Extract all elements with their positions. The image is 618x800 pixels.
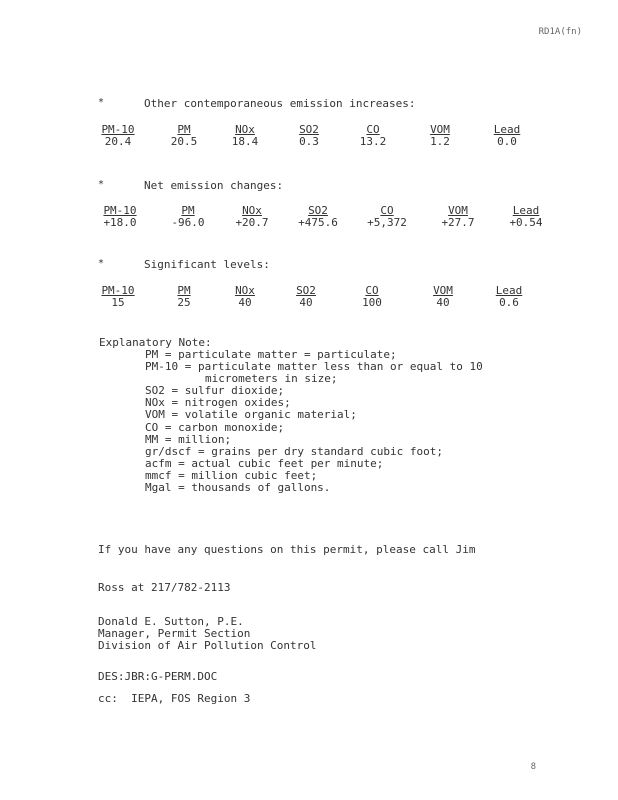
col-vom [392, 285, 494, 309]
col-pm [138, 124, 230, 148]
column-header: NOx [235, 123, 255, 136]
signer-division: Division of Air Pollution Control [98, 639, 317, 653]
cell-value: 1.2 [430, 135, 450, 148]
col-so2 [260, 124, 358, 148]
cell-value: 40 [238, 296, 252, 309]
column-header: CO [380, 204, 394, 217]
col-lead [508, 205, 544, 229]
note-line: NOx = nitrogen oxides; [145, 396, 291, 410]
column-header: VOM [430, 123, 450, 136]
col-pm10 [98, 124, 138, 148]
column-header: SO2 [299, 123, 319, 136]
explanatory-note-list [145, 349, 483, 494]
closing-line-1: If you have any questions on this permit, please call Jim [98, 543, 476, 556]
note-line: acfm = actual cubic feet per minute; [145, 456, 384, 470]
column-header: Lead [512, 204, 540, 217]
note-line: micrometers in size; [205, 372, 338, 386]
section-title-net-emission: Net emission changes: [144, 179, 284, 192]
column-header: Lead [493, 123, 521, 136]
cell-value: 20.5 [170, 135, 198, 148]
cell-value: 40 [299, 296, 313, 309]
cell-value: +18.0 [103, 216, 137, 229]
note-line: mmcf = million cubic feet; [145, 468, 318, 482]
column-header: Lead [495, 284, 523, 297]
note-line: MM = million; [145, 432, 232, 446]
col-vom [408, 205, 508, 229]
bullet-3: * [98, 258, 105, 269]
col-nox [230, 124, 260, 148]
col-nox [234, 205, 270, 229]
closing-paragraph [98, 519, 476, 607]
column-header: PM [177, 284, 191, 297]
column-header: NOx [242, 204, 262, 217]
column-header: PM [177, 123, 191, 136]
explanatory-note-title: Explanatory Note: [99, 336, 212, 349]
page-number: 8 [530, 762, 536, 772]
section-title-significant-levels: Significant levels: [144, 258, 270, 271]
col-co [366, 205, 408, 229]
column-header: SO2 [308, 204, 328, 217]
column-header: NOx [235, 284, 255, 297]
column-header: PM-10 [101, 284, 135, 297]
cc-line: cc: IEPA, FOS Region 3 [98, 692, 251, 705]
col-lead [492, 124, 522, 148]
cell-value: +27.7 [441, 216, 475, 229]
signature-block [98, 616, 317, 653]
signer-title: Manager, Permit Section [98, 627, 251, 641]
col-pm10 [98, 205, 142, 229]
note-line: CO = carbon monoxide; [145, 420, 285, 434]
note-line: gr/dscf = grains per dry standard cubic foot; [145, 444, 444, 458]
bullet-2: * [98, 179, 105, 190]
note-line: PM-10 = particulate matter less than or equal to 10 [145, 360, 483, 374]
closing-line-2: Ross at 217/782-2113 [98, 580, 231, 594]
col-so2 [260, 285, 352, 309]
column-header: VOM [433, 284, 453, 297]
cell-value: +475.6 [298, 216, 338, 229]
cell-value: 25 [177, 296, 191, 309]
bullet-1: * [98, 97, 105, 108]
table-significant-levels [98, 285, 524, 309]
table-contemporaneous [98, 124, 522, 148]
cell-value: +20.7 [235, 216, 269, 229]
cell-value: 0.3 [299, 135, 319, 148]
column-header: PM-10 [101, 123, 135, 136]
col-vom [388, 124, 492, 148]
cell-value: 0.0 [497, 135, 517, 148]
col-pm [138, 285, 230, 309]
column-header: SO2 [296, 284, 316, 297]
column-header: PM-10 [103, 204, 137, 217]
section-title-contemporaneous: Other contemporaneous emission increases: [144, 97, 416, 110]
cell-value: 13.2 [359, 135, 387, 148]
col-pm [142, 205, 234, 229]
col-nox [230, 285, 260, 309]
col-co [358, 124, 388, 148]
col-co [352, 285, 392, 309]
header-reference: RD1A(fn) [538, 27, 582, 37]
column-header: PM [181, 204, 195, 217]
document-reference: DES:JBR:G-PERM.DOC [98, 670, 218, 683]
column-header: VOM [448, 204, 468, 217]
signer-name: Donald E. Sutton, P.E. [98, 615, 244, 628]
cell-value: 20.4 [104, 135, 132, 148]
cell-value: +0.54 [509, 216, 543, 229]
col-lead [494, 285, 524, 309]
cell-value: 15 [111, 296, 125, 309]
table-net-emission [98, 205, 544, 229]
col-pm10 [98, 285, 138, 309]
column-header: CO [365, 284, 379, 297]
column-header: CO [366, 123, 380, 136]
note-line: PM = particulate matter = particulate; [145, 348, 397, 361]
cell-value: 18.4 [231, 135, 259, 148]
cell-value: 40 [436, 296, 450, 309]
cell-value: +5,372 [367, 216, 407, 229]
cell-value: 0.6 [499, 296, 519, 309]
note-line: VOM = volatile organic material; [145, 408, 357, 422]
note-line: Mgal = thousands of gallons. [145, 481, 331, 495]
cell-value: 100 [362, 296, 382, 309]
cell-value: -96.0 [171, 216, 205, 229]
col-so2 [270, 205, 366, 229]
note-line: SO2 = sulfur dioxide; [145, 384, 285, 398]
